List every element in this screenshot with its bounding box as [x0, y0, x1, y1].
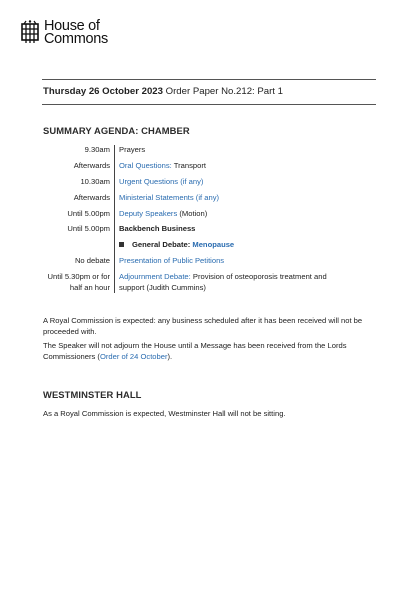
- agenda-time: 9.30am: [43, 145, 115, 156]
- logo-line-2: Commons: [44, 31, 108, 47]
- agenda-row: [43, 161, 373, 172]
- order-paper-number: Order Paper No.212: Part 1: [162, 86, 283, 97]
- house-of-commons-logo: [20, 20, 108, 46]
- agenda-row: [43, 193, 373, 204]
- agenda-time: Afterwards: [43, 161, 115, 172]
- deputy-speakers-link[interactable]: Deputy Speakers: [119, 208, 178, 218]
- order-24-october-link[interactable]: Order of 24 October: [99, 351, 168, 361]
- westminster-hall-heading: WESTMINSTER HALL: [43, 389, 142, 400]
- agenda-time: Until 5.30pm or for half an hour: [43, 272, 115, 293]
- oral-questions-link[interactable]: Oral Questions:: [119, 160, 172, 170]
- public-petitions-link[interactable]: Presentation of Public Petitions: [119, 256, 225, 266]
- agenda-time: Until 5.00pm: [43, 209, 115, 220]
- agenda-item-text: (Motion): [177, 208, 208, 218]
- order-date: Thursday 26 October 2023: [43, 86, 163, 97]
- agenda-row: [43, 272, 373, 293]
- bottom-rule: [42, 104, 376, 105]
- agenda-time: No debate: [43, 256, 115, 267]
- agenda-item: Backbench Business: [119, 224, 196, 234]
- agenda-row: [43, 209, 373, 220]
- agenda-item-text: Transport: [171, 160, 206, 170]
- agenda-row: [43, 145, 373, 156]
- order-paper-line: [43, 86, 283, 97]
- adjournment-debate-link[interactable]: Adjournment Debate:: [119, 272, 191, 282]
- agenda-time: Until 5.00pm: [43, 224, 115, 235]
- menopause-link[interactable]: Menopause: [192, 240, 235, 250]
- agenda-item: Prayers: [119, 145, 146, 154]
- agenda-row: [43, 224, 373, 235]
- agenda-item-text: Provision of osteoporosis treatment and: [190, 272, 327, 282]
- agenda-row: [43, 256, 373, 267]
- ministerial-statements-link[interactable]: Ministerial Statements (if any): [119, 192, 220, 202]
- agenda-row: [43, 177, 373, 188]
- westminster-hall-note: As a Royal Commission is expected, Westminster Hall will not be sitting.: [43, 409, 286, 418]
- agenda-item-text: support (Judith Cummins): [119, 282, 206, 292]
- royal-commission-note: A Royal Commission is expected: any business scheduled after it has been received will not be proceeded with.: [43, 316, 363, 336]
- top-rule: [42, 79, 376, 80]
- chamber-agenda: [43, 145, 373, 293]
- square-bullet-icon: [119, 242, 124, 247]
- portcullis-icon: [20, 20, 40, 46]
- chamber-heading: SUMMARY AGENDA: CHAMBER: [43, 125, 190, 136]
- urgent-questions-link[interactable]: Urgent Questions (if any): [119, 176, 204, 186]
- general-debate-label: General Debate:: [132, 240, 191, 250]
- logo-line-1: House of: [44, 18, 100, 34]
- adjournment-note: The Speaker will not adjourn the House until a Message has been received from the Lords Commissioners (Order of 24 October).: [43, 341, 347, 361]
- agenda-time: 10.30am: [43, 177, 115, 188]
- agenda-subrow: [43, 240, 373, 251]
- agenda-time: Afterwards: [43, 193, 115, 204]
